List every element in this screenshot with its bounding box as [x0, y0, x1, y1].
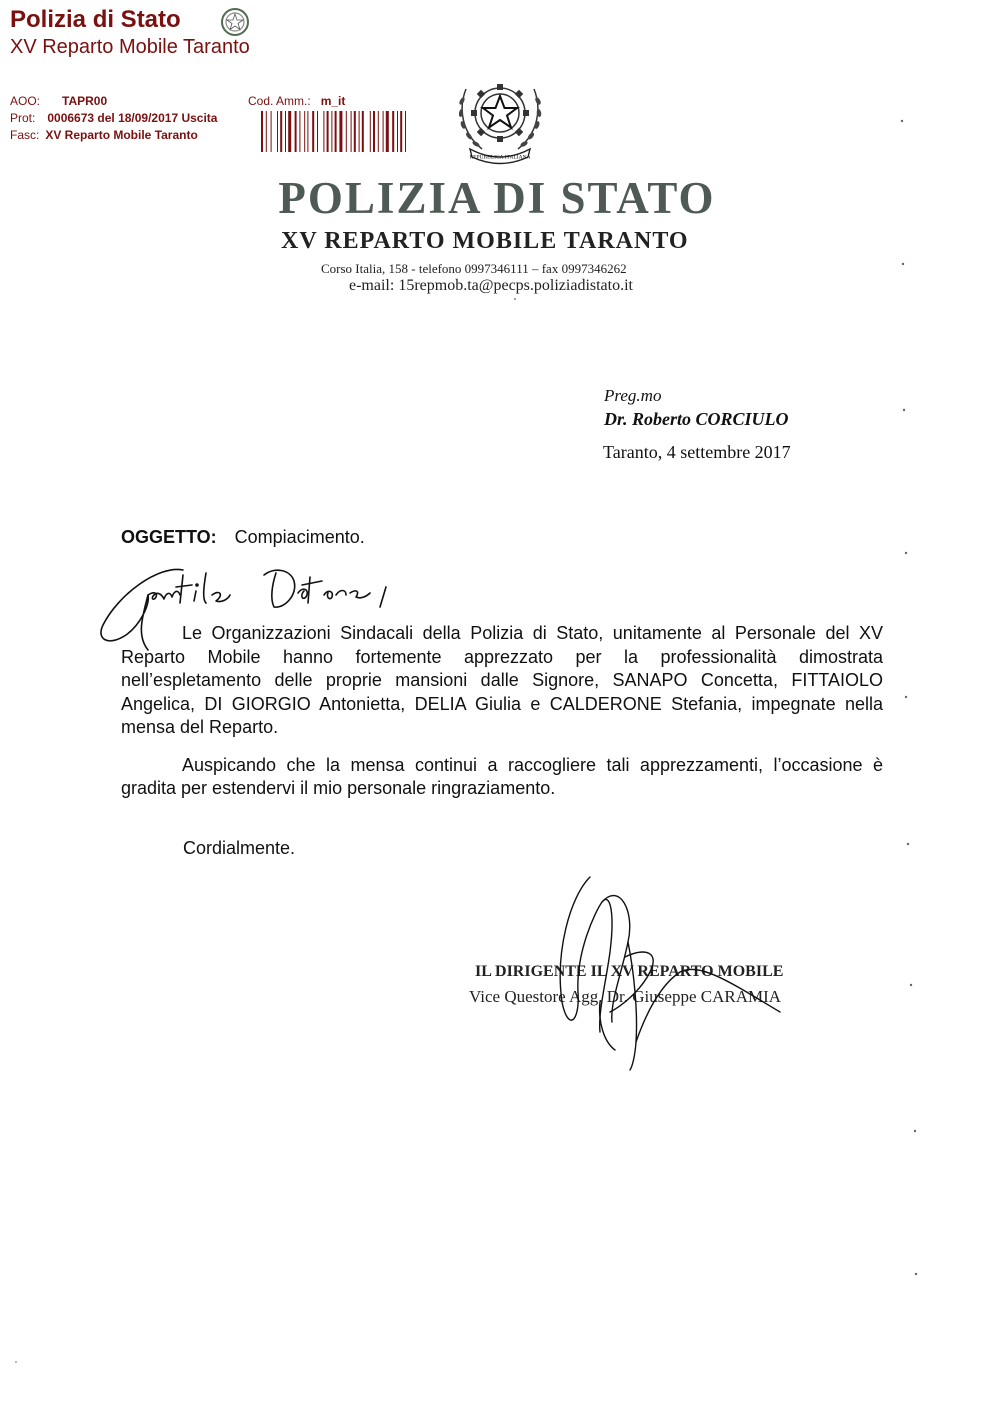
italian-republic-emblem-icon: [454, 69, 546, 165]
signature-role: IL DIRIGENTE IL XV REPARTO MOBILE: [475, 963, 784, 980]
barcode-bar: [339, 111, 342, 152]
barcode-bar: [312, 111, 314, 152]
registry-cod-amm: [248, 94, 345, 108]
closing: Cordialmente.: [183, 838, 296, 858]
barcode-bar: [373, 111, 375, 152]
barcode-bar: [295, 111, 297, 152]
barcode-bar: [400, 111, 402, 152]
registry-org-name: Polizia di Stato: [10, 6, 181, 33]
registry-cod-amm-label: Cod. Amm.:: [248, 94, 311, 108]
barcode-bar: [261, 111, 263, 152]
barcode-bar: [351, 111, 352, 152]
registry-barcode: [261, 111, 406, 152]
barcode-bar: [280, 111, 282, 152]
barcode-bar: [362, 111, 364, 152]
barcode-bar: [327, 111, 329, 152]
registry-cod-amm-value: m_it: [320, 94, 346, 108]
letterhead-title: [0, 172, 1000, 224]
barcode-bar: [331, 111, 332, 152]
letterhead-address: Corso Italia, 158 - telefono 0997346111 – fax 0997346262: [321, 261, 627, 276]
barcode-bar: [285, 111, 286, 152]
letterhead-title-text: POLIZIA DI STATO: [278, 173, 716, 223]
signature-name: Vice Questore Agg. Dr. Giuseppe CARAMIA: [469, 987, 782, 1006]
handwritten-signature: [540, 872, 800, 1072]
barcode-bar: [323, 111, 324, 152]
barcode-bar: [383, 111, 384, 152]
registry-aoo: [10, 94, 107, 108]
barcode-bar: [288, 111, 291, 152]
barcode-bar: [304, 111, 305, 152]
place-date: Taranto, 4 settembre 2017: [603, 442, 791, 462]
star-emblem-icon: [220, 7, 250, 37]
recipient-name: Dr. Roberto CORCIULO: [604, 409, 789, 429]
registry-fasc-value: XV Reparto Mobile Taranto: [45, 128, 198, 142]
barcode-bar: [266, 111, 267, 152]
letter-body: [121, 622, 883, 801]
barcode-bar: [317, 111, 318, 152]
registry-unit-name: XV Reparto Mobile Taranto: [10, 36, 250, 58]
barcode-bar: [397, 111, 398, 152]
registry-prot-label: Prot:: [10, 111, 36, 125]
letterhead-email: e-mail: 15repmob.ta@pecps.poliziadistato.it: [349, 277, 633, 294]
registry-prot: [10, 111, 217, 125]
subject-label: OGGETTO:: [121, 527, 217, 547]
registry-fasc-label: Fasc:: [10, 128, 40, 142]
barcode-bar: [392, 111, 394, 152]
barcode-bar: [346, 111, 347, 152]
barcode-bar: [307, 111, 308, 152]
body-paragraph-2: Auspicando che la mensa continui a raccogliere tali apprezzamenti, l’occasione è gradita per estendervi il mio personale ringraziamento.: [121, 754, 883, 798]
subject-value: Compiacimento.: [234, 527, 365, 547]
barcode-bar: [354, 111, 356, 152]
barcode-bar: [378, 111, 379, 152]
emblem-ribbon-text: REPUBBLICA ITALIANA: [469, 154, 531, 161]
barcode-bar: [370, 111, 371, 152]
registry-aoo-label: AOO:: [10, 94, 41, 108]
barcode-bar: [299, 111, 300, 152]
registry-prot-value: 0006673 del 18/09/2017 Uscita: [47, 111, 218, 125]
barcode-bar: [386, 111, 389, 152]
barcode-bar: [277, 111, 278, 152]
letterhead-subtitle: XV REPARTO MOBILE TARANTO: [281, 228, 689, 254]
barcode-bar: [271, 111, 272, 152]
barcode-bar: [405, 111, 406, 152]
barcode-bar: [359, 111, 360, 152]
body-paragraph-1: Le Organizzazioni Sindacali della Polizia di Stato, unitamente al Personale del XV Reparto Mobile hanno fortemente apprezzato per la professionalità dimostrata nell’espletamento delle proprie mansioni dalle Signore, SANAPO Concetta, FITTAIOLO Angelica, DI GIORGIO Antonietta, DELIA Giulia e CALDERONE Stefania, impegnate nella mensa del Reparto.: [121, 623, 883, 737]
barcode-bar: [335, 111, 337, 152]
recipient-salutation: Preg.mo: [604, 386, 662, 405]
registry-fasc: [10, 128, 198, 142]
registry-aoo-value: TAPR00: [62, 94, 108, 108]
subject-line: [121, 527, 365, 548]
